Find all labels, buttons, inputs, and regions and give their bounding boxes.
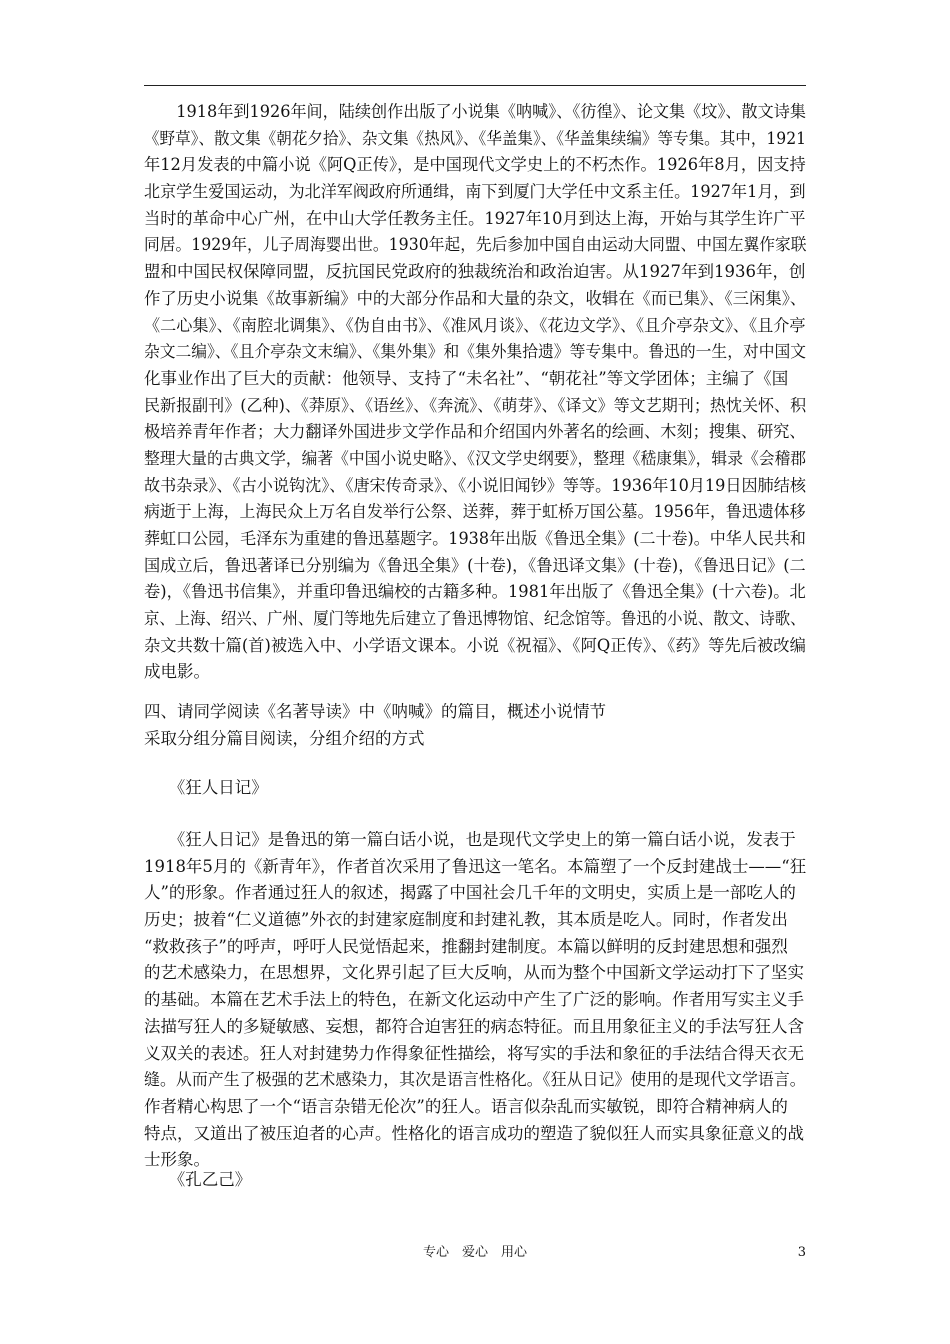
biography-paragraph bbox=[144, 99, 806, 686]
biography-line: 京、上海、绍兴、广州、厦门等地先后建立了鲁迅博物馆、纪念馆等。鲁迅的小说、散文、诗歌、 bbox=[144, 609, 806, 629]
footer-motto: 专心 爱心 用心 bbox=[422, 1245, 527, 1260]
kuangren-line: 的艺术感染力，在思想界，文化界引起了巨大反响，从而为整个中国新文学运动打下了坚实 bbox=[144, 963, 804, 983]
kuangren-line: 人”的形象。作者通过狂人的叙述，揭露了中国社会几千年的文明史，实质上是一部吃人的 bbox=[144, 883, 796, 903]
section-heading: 四、请同学阅读《名著导读》中《呐喊》的篇目，概述小说情节 bbox=[144, 702, 606, 721]
biography-line: 《二心集》、《南腔北调集》、《伪自由书》、《准风月谈》、《花边文学》、《且介亭杂文》、《且介亭 bbox=[144, 315, 806, 335]
kuangren-line: 法描写狂人的多疑敏感、妄想，都符合迫害狂的病态特征。而且用象征主义的手法写狂人含 bbox=[144, 1016, 804, 1036]
kuangren-line: 缝。从而产生了极强的艺术感染力，其次是语言性格化。《狂从日记》使用的是现代文学语言。 bbox=[144, 1070, 806, 1090]
kuangren-line: 历史；披着“仁义道德”外衣的封建家庭制度和封建礼教，其本质是吃人。同时，作者发出 bbox=[144, 910, 788, 930]
kuangren-title: 《狂人日记》 bbox=[144, 778, 268, 797]
kuangren-line: 特点，又道出了被压迫者的心声。性格化的语言成功的塑造了貌似狂人而实具象征意义的战 bbox=[144, 1123, 804, 1143]
biography-line: 《野草》、散文集《朝花夕拾》、杂文集《热风》、《华盖集》、《华盖集续编》等专集。其中，1921 bbox=[144, 128, 806, 148]
kuangren-line: 1918年5月的《新青年》，作者首次采用了鲁迅这一笔名。本篇塑了一个反封建战士——“狂 bbox=[144, 856, 807, 876]
biography-line: 故书杂录》、《古小说钩沈》、《唐宋传奇录》、《小说旧闻钞》等等。1936年10月19日因肺结核 bbox=[144, 475, 806, 495]
kuangren-paragraph bbox=[144, 827, 806, 1174]
kongyiji-title-block bbox=[144, 1167, 806, 1194]
biography-line: 卷)，《鲁迅书信集》，并重印鲁迅编校的古籍多种。1981年出版了《鲁迅全集》(十六卷)。北 bbox=[144, 582, 806, 602]
header-rule bbox=[144, 85, 806, 86]
kuangren-line: 义双关的表述。狂人对封建势力作得象征性描绘，将写实的手法和象征的手法结合得天衣无 bbox=[144, 1043, 804, 1063]
kuangren-line: “救救孩子”的呼声，呼吁人民觉悟起来，推翻封建制度。本篇以鲜明的反封建思想和强烈 bbox=[144, 936, 788, 956]
biography-line: 北京学生爱国运动，为北洋军阀政府所通缉，南下到厦门大学任中文系主任。1927年1月，到 bbox=[144, 182, 806, 202]
biography-line: 民新报副刊》(乙种)、《莽原》、《语丝》、《奔流》、《萌芽》、《译文》等文艺期刊；热忱关怀、积 bbox=[144, 395, 807, 415]
biography-line: 1918年到1926年间，陆续创作出版了小说集《呐喊》、《彷徨》、论文集《坟》、散文诗集 bbox=[144, 102, 806, 121]
biography-line: 化事业作出了巨大的贡献：他领导、支持了“未名社”、“朝花社”等文学团体；主编了《国 bbox=[144, 368, 789, 388]
page-number: 3 bbox=[797, 1245, 806, 1260]
biography-line: 杂文二编》、《且介亭杂文末编》、《集外集》和《集外集拾遗》等专集中。鲁迅的一生，对中国文 bbox=[144, 342, 806, 362]
section-four bbox=[144, 699, 806, 752]
biography-line: 病逝于上海，上海民众上万名自发举行公祭、送葬，葬于虹桥万国公墓。1956年，鲁迅遗体移 bbox=[144, 502, 806, 522]
biography-line: 作了历史小说集《故事新编》中的大部分作品和大量的杂文，收辑在《而已集》、《三闲集》、 bbox=[144, 288, 807, 308]
kuangren-line: 士形象。 bbox=[144, 1150, 210, 1170]
kuangren-line: 《狂人日记》是鲁迅的第一篇白话小说，也是现代文学史上的第一篇白话小说，发表于 bbox=[144, 830, 796, 849]
biography-line: 极培养青年作者；大力翻译外国进步文学作品和介绍国内外著名的绘画、木刻；搜集、研究、 bbox=[144, 422, 806, 442]
kuangren-line: 作者精心构思了一个“语言杂错无伦次”的狂人。语言似杂乱而实敏锐，即符合精神病人的 bbox=[144, 1096, 788, 1116]
kuangren-title-block bbox=[144, 775, 806, 802]
biography-line: 整理大量的古典文学，编著《中国小说史略》、《汉文学史纲要》，整理《嵇康集》，辑录《会稽郡 bbox=[144, 448, 806, 468]
biography-line: 国成立后，鲁迅著译已分别编为《鲁迅全集》(十卷)，《鲁迅译文集》(十卷)，《鲁迅日记》(二 bbox=[144, 555, 806, 575]
biography-line: 盟和中国民权保障同盟，反抗国民党政府的独裁统治和政治迫害。从1927年到1936年，创 bbox=[144, 262, 806, 282]
kuangren-line: 的基础。本篇在艺术手法上的特色，在新文化运动中产生了广泛的影响。作者用写实主义手 bbox=[144, 990, 804, 1010]
biography-line: 同居。1929年，儿子周海婴出世。1930年起，先后参加中国自由运动大同盟、中国左翼作家联 bbox=[144, 235, 807, 255]
biography-line: 杂文共数十篇(首)被选入中、小学语文课本。小说《祝福》、《阿Q正传》、《药》等先后被改编 bbox=[144, 635, 806, 655]
kongyiji-title: 《孔乙己》 bbox=[144, 1170, 252, 1189]
section-subheading: 采取分组分篇目阅读，分组介绍的方式 bbox=[144, 728, 425, 748]
biography-line: 成电影。 bbox=[144, 662, 210, 682]
biography-line: 当时的革命中心广州，在中山大学任教务主任。1927年10月到达上海，开始与其学生许广平 bbox=[144, 208, 806, 228]
biography-line: 葬虹口公园，毛泽东为重建的鲁迅墓题字。1938年出版《鲁迅全集》(二十卷)。中华人民共和 bbox=[144, 529, 806, 548]
biography-line: 年12月发表的中篇小说《阿Q正传》，是中国现代文学史上的不朽杰作。1926年8月，因支持 bbox=[144, 155, 806, 175]
